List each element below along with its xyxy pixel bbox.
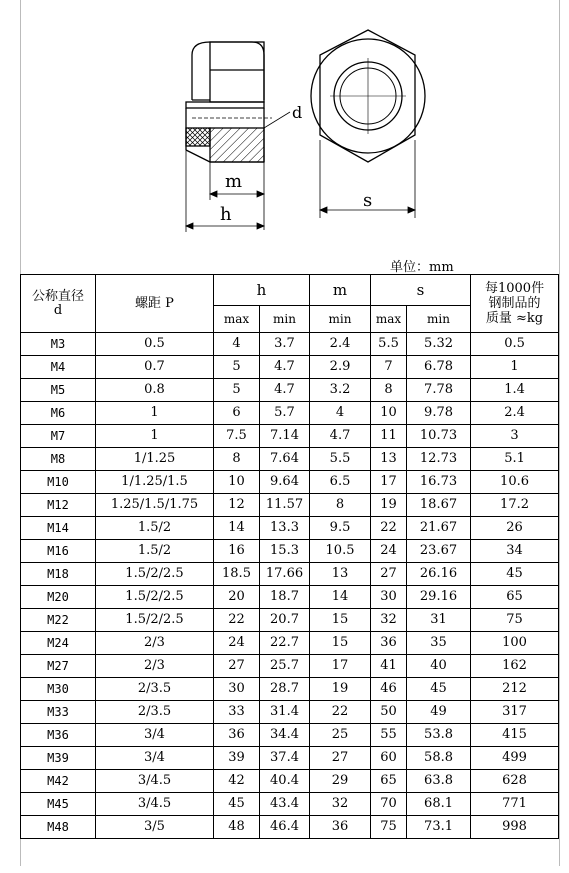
cell-weight: 100 xyxy=(471,632,559,655)
cell-weight: 26 xyxy=(471,517,559,540)
cell-s-max: 36 xyxy=(371,632,407,655)
cell-pitch: 1.5/2/2.5 xyxy=(96,563,214,586)
cell-h-max: 30 xyxy=(214,678,260,701)
cell-h-max: 16 xyxy=(214,540,260,563)
cell-s-min: 23.67 xyxy=(407,540,471,563)
cell-h-min: 4.7 xyxy=(260,379,310,402)
cell-h-max: 4 xyxy=(214,333,260,356)
cell-weight: 5.1 xyxy=(471,448,559,471)
cell-s-max: 75 xyxy=(371,816,407,839)
header-nominal-line1: 公称直径 xyxy=(31,288,84,304)
cell-nominal-d: M20 xyxy=(21,586,96,609)
cell-s-min: 9.78 xyxy=(407,402,471,425)
cell-m-min: 8 xyxy=(310,494,371,517)
s-label: s xyxy=(363,190,373,211)
m-label: m xyxy=(225,171,243,192)
cell-s-min: 21.67 xyxy=(407,517,471,540)
cell-weight: 10.6 xyxy=(471,471,559,494)
cell-m-min: 25 xyxy=(310,724,371,747)
cell-pitch: 1.5/2/2.5 xyxy=(96,586,214,609)
cell-s-min: 26.16 xyxy=(407,563,471,586)
cell-nominal-d: M10 xyxy=(21,471,96,494)
table-row xyxy=(21,609,559,632)
table-row xyxy=(21,494,559,517)
cell-weight: 317 xyxy=(471,701,559,724)
cell-s-min: 10.73 xyxy=(407,425,471,448)
table-row xyxy=(21,540,559,563)
cell-h-min: 40.4 xyxy=(260,770,310,793)
cell-s-max: 17 xyxy=(371,471,407,494)
cell-m-min: 4 xyxy=(310,402,371,425)
cell-s-min: 40 xyxy=(407,655,471,678)
h-label: h xyxy=(220,204,232,225)
cell-s-max: 7 xyxy=(371,356,407,379)
cell-m-min: 13 xyxy=(310,563,371,586)
cell-s-min: 12.73 xyxy=(407,448,471,471)
cell-s-max: 10 xyxy=(371,402,407,425)
cell-pitch: 2/3.5 xyxy=(96,678,214,701)
cell-s-min: 31 xyxy=(407,609,471,632)
cell-s-min: 53.8 xyxy=(407,724,471,747)
cell-nominal-d: M16 xyxy=(21,540,96,563)
cell-h-min: 46.4 xyxy=(260,816,310,839)
cell-m-min: 4.7 xyxy=(310,425,371,448)
table-row xyxy=(21,701,559,724)
cell-nominal-d: M22 xyxy=(21,609,96,632)
cell-m-min: 32 xyxy=(310,793,371,816)
cell-pitch: 2/3 xyxy=(96,655,214,678)
header-h: h xyxy=(214,275,310,306)
cell-s-min: 58.8 xyxy=(407,747,471,770)
cell-h-min: 37.4 xyxy=(260,747,310,770)
cell-s-min: 6.78 xyxy=(407,356,471,379)
cell-h-max: 39 xyxy=(214,747,260,770)
cell-pitch: 3/5 xyxy=(96,816,214,839)
cell-pitch: 3/4.5 xyxy=(96,793,214,816)
cell-weight: 45 xyxy=(471,563,559,586)
cell-weight: 499 xyxy=(471,747,559,770)
cell-s-min: 49 xyxy=(407,701,471,724)
nut-technical-drawing xyxy=(20,0,560,255)
table-row xyxy=(21,793,559,816)
cell-h-min: 4.7 xyxy=(260,356,310,379)
cell-h-max: 6 xyxy=(214,402,260,425)
cell-pitch: 1.25/1.5/1.75 xyxy=(96,494,214,517)
cell-h-max: 33 xyxy=(214,701,260,724)
cell-nominal-d: M14 xyxy=(21,517,96,540)
cell-s-max: 60 xyxy=(371,747,407,770)
cell-s-max: 27 xyxy=(371,563,407,586)
cell-pitch: 1 xyxy=(96,402,214,425)
cell-m-min: 15 xyxy=(310,632,371,655)
cell-nominal-d: M5 xyxy=(21,379,96,402)
table-row xyxy=(21,747,559,770)
cell-nominal-d: M8 xyxy=(21,448,96,471)
cell-m-min: 17 xyxy=(310,655,371,678)
cell-m-min: 29 xyxy=(310,770,371,793)
cell-h-min: 5.7 xyxy=(260,402,310,425)
side-view xyxy=(186,42,290,162)
cell-h-min: 25.7 xyxy=(260,655,310,678)
cell-m-min: 19 xyxy=(310,678,371,701)
cell-pitch: 0.5 xyxy=(96,333,214,356)
cell-h-max: 18.5 xyxy=(214,563,260,586)
cell-h-max: 7.5 xyxy=(214,425,260,448)
header-weight xyxy=(471,275,559,333)
cell-weight: 75 xyxy=(471,609,559,632)
cell-nominal-d: M48 xyxy=(21,816,96,839)
table-row xyxy=(21,586,559,609)
cell-h-min: 28.7 xyxy=(260,678,310,701)
cell-weight: 3 xyxy=(471,425,559,448)
header-h-max: max xyxy=(214,306,260,333)
header-nominal-line2: d xyxy=(53,302,63,318)
header-s-min: min xyxy=(407,306,471,333)
cell-m-min: 6.5 xyxy=(310,471,371,494)
cell-s-max: 22 xyxy=(371,517,407,540)
cell-pitch: 1.5/2 xyxy=(96,540,214,563)
cell-s-max: 70 xyxy=(371,793,407,816)
cell-m-min: 10.5 xyxy=(310,540,371,563)
top-view xyxy=(311,30,425,162)
cell-h-max: 10 xyxy=(214,471,260,494)
cell-m-min: 2.9 xyxy=(310,356,371,379)
table-row xyxy=(21,333,559,356)
cell-m-min: 5.5 xyxy=(310,448,371,471)
cell-s-min: 16.73 xyxy=(407,471,471,494)
cell-m-min: 2.4 xyxy=(310,333,371,356)
table-row xyxy=(21,678,559,701)
table-row xyxy=(21,517,559,540)
cell-m-min: 27 xyxy=(310,747,371,770)
header-s-max: max xyxy=(371,306,407,333)
cell-h-min: 31.4 xyxy=(260,701,310,724)
table-row xyxy=(21,448,559,471)
cell-s-max: 30 xyxy=(371,586,407,609)
cell-h-min: 9.64 xyxy=(260,471,310,494)
cell-h-min: 17.66 xyxy=(260,563,310,586)
cell-weight: 0.5 xyxy=(471,333,559,356)
cell-nominal-d: M42 xyxy=(21,770,96,793)
cell-s-min: 7.78 xyxy=(407,379,471,402)
table-row xyxy=(21,724,559,747)
cell-s-min: 18.67 xyxy=(407,494,471,517)
cell-nominal-d: M3 xyxy=(21,333,96,356)
cell-h-max: 48 xyxy=(214,816,260,839)
cell-h-min: 43.4 xyxy=(260,793,310,816)
cell-h-max: 12 xyxy=(214,494,260,517)
cell-pitch: 3/4.5 xyxy=(96,770,214,793)
table-row xyxy=(21,356,559,379)
cell-nominal-d: M7 xyxy=(21,425,96,448)
header-weight-line3: 质量 ≈kg xyxy=(485,311,544,326)
cell-nominal-d: M45 xyxy=(21,793,96,816)
cell-h-max: 27 xyxy=(214,655,260,678)
table-row xyxy=(21,770,559,793)
cell-weight: 771 xyxy=(471,793,559,816)
cell-h-min: 13.3 xyxy=(260,517,310,540)
header-pitch: 螺距 P xyxy=(96,275,214,333)
cell-pitch: 1.5/2 xyxy=(96,517,214,540)
cell-s-max: 46 xyxy=(371,678,407,701)
unit-note: 单位：mm xyxy=(390,260,454,275)
cell-s-max: 32 xyxy=(371,609,407,632)
cell-nominal-d: M30 xyxy=(21,678,96,701)
cell-weight: 998 xyxy=(471,816,559,839)
header-h-min: min xyxy=(260,306,310,333)
cell-pitch: 2/3 xyxy=(96,632,214,655)
table-row xyxy=(21,632,559,655)
cell-s-max: 55 xyxy=(371,724,407,747)
table-row xyxy=(21,425,559,448)
cell-h-min: 34.4 xyxy=(260,724,310,747)
cell-weight: 34 xyxy=(471,540,559,563)
cell-h-min: 7.14 xyxy=(260,425,310,448)
cell-s-max: 19 xyxy=(371,494,407,517)
header-nominal-diameter xyxy=(21,275,96,333)
cell-pitch: 0.7 xyxy=(96,356,214,379)
cell-pitch: 1/1.25/1.5 xyxy=(96,471,214,494)
cell-weight: 1.4 xyxy=(471,379,559,402)
cell-h-max: 24 xyxy=(214,632,260,655)
cell-pitch: 3/4 xyxy=(96,724,214,747)
cell-h-max: 20 xyxy=(214,586,260,609)
cell-s-max: 65 xyxy=(371,770,407,793)
cell-s-min: 35 xyxy=(407,632,471,655)
cell-h-min: 3.7 xyxy=(260,333,310,356)
cell-nominal-d: M4 xyxy=(21,356,96,379)
cell-m-min: 3.2 xyxy=(310,379,371,402)
cell-s-max: 24 xyxy=(371,540,407,563)
d-label: d xyxy=(292,103,303,122)
cell-nominal-d: M24 xyxy=(21,632,96,655)
cell-h-min: 11.57 xyxy=(260,494,310,517)
cell-nominal-d: M18 xyxy=(21,563,96,586)
table-row xyxy=(21,655,559,678)
cell-h-max: 5 xyxy=(214,379,260,402)
cell-weight: 2.4 xyxy=(471,402,559,425)
cell-weight: 212 xyxy=(471,678,559,701)
cell-s-min: 63.8 xyxy=(407,770,471,793)
cell-h-max: 36 xyxy=(214,724,260,747)
cell-weight: 162 xyxy=(471,655,559,678)
cell-m-min: 22 xyxy=(310,701,371,724)
cell-h-max: 8 xyxy=(214,448,260,471)
cell-s-max: 5.5 xyxy=(371,333,407,356)
cell-weight: 628 xyxy=(471,770,559,793)
header-m-min: min xyxy=(310,306,371,333)
header-weight-line2: 钢制品的 xyxy=(488,296,541,311)
cell-h-max: 14 xyxy=(214,517,260,540)
cell-weight: 17.2 xyxy=(471,494,559,517)
table-row xyxy=(21,816,559,839)
header-m: m xyxy=(310,275,371,306)
cell-weight: 65 xyxy=(471,586,559,609)
cell-weight: 1 xyxy=(471,356,559,379)
cell-s-max: 50 xyxy=(371,701,407,724)
cell-m-min: 36 xyxy=(310,816,371,839)
cell-h-min: 20.7 xyxy=(260,609,310,632)
cell-h-min: 7.64 xyxy=(260,448,310,471)
cell-s-min: 73.1 xyxy=(407,816,471,839)
table-row xyxy=(21,563,559,586)
cell-nominal-d: M36 xyxy=(21,724,96,747)
cell-m-min: 15 xyxy=(310,609,371,632)
nut-dimension-table xyxy=(20,274,559,839)
cell-h-max: 42 xyxy=(214,770,260,793)
cell-s-min: 45 xyxy=(407,678,471,701)
cell-pitch: 1 xyxy=(96,425,214,448)
cell-s-min: 68.1 xyxy=(407,793,471,816)
cell-s-min: 29.16 xyxy=(407,586,471,609)
cell-pitch: 1/1.25 xyxy=(96,448,214,471)
cell-m-min: 9.5 xyxy=(310,517,371,540)
table-row xyxy=(21,402,559,425)
cell-pitch: 3/4 xyxy=(96,747,214,770)
cell-nominal-d: M6 xyxy=(21,402,96,425)
cell-s-max: 11 xyxy=(371,425,407,448)
cell-nominal-d: M27 xyxy=(21,655,96,678)
cell-h-max: 22 xyxy=(214,609,260,632)
cell-pitch: 2/3.5 xyxy=(96,701,214,724)
cell-s-max: 41 xyxy=(371,655,407,678)
cell-s-max: 8 xyxy=(371,379,407,402)
cell-nominal-d: M39 xyxy=(21,747,96,770)
header-s: s xyxy=(371,275,471,306)
cell-nominal-d: M33 xyxy=(21,701,96,724)
cell-h-min: 22.7 xyxy=(260,632,310,655)
cell-m-min: 14 xyxy=(310,586,371,609)
cell-weight: 415 xyxy=(471,724,559,747)
cell-nominal-d: M12 xyxy=(21,494,96,517)
cell-h-max: 5 xyxy=(214,356,260,379)
cell-h-min: 15.3 xyxy=(260,540,310,563)
cell-s-max: 13 xyxy=(371,448,407,471)
table-row xyxy=(21,379,559,402)
cell-pitch: 1.5/2/2.5 xyxy=(96,609,214,632)
cell-s-min: 5.32 xyxy=(407,333,471,356)
cell-h-min: 18.7 xyxy=(260,586,310,609)
header-weight-line1: 每1000件 xyxy=(484,281,545,296)
cell-pitch: 0.8 xyxy=(96,379,214,402)
cell-h-max: 45 xyxy=(214,793,260,816)
table-row xyxy=(21,471,559,494)
